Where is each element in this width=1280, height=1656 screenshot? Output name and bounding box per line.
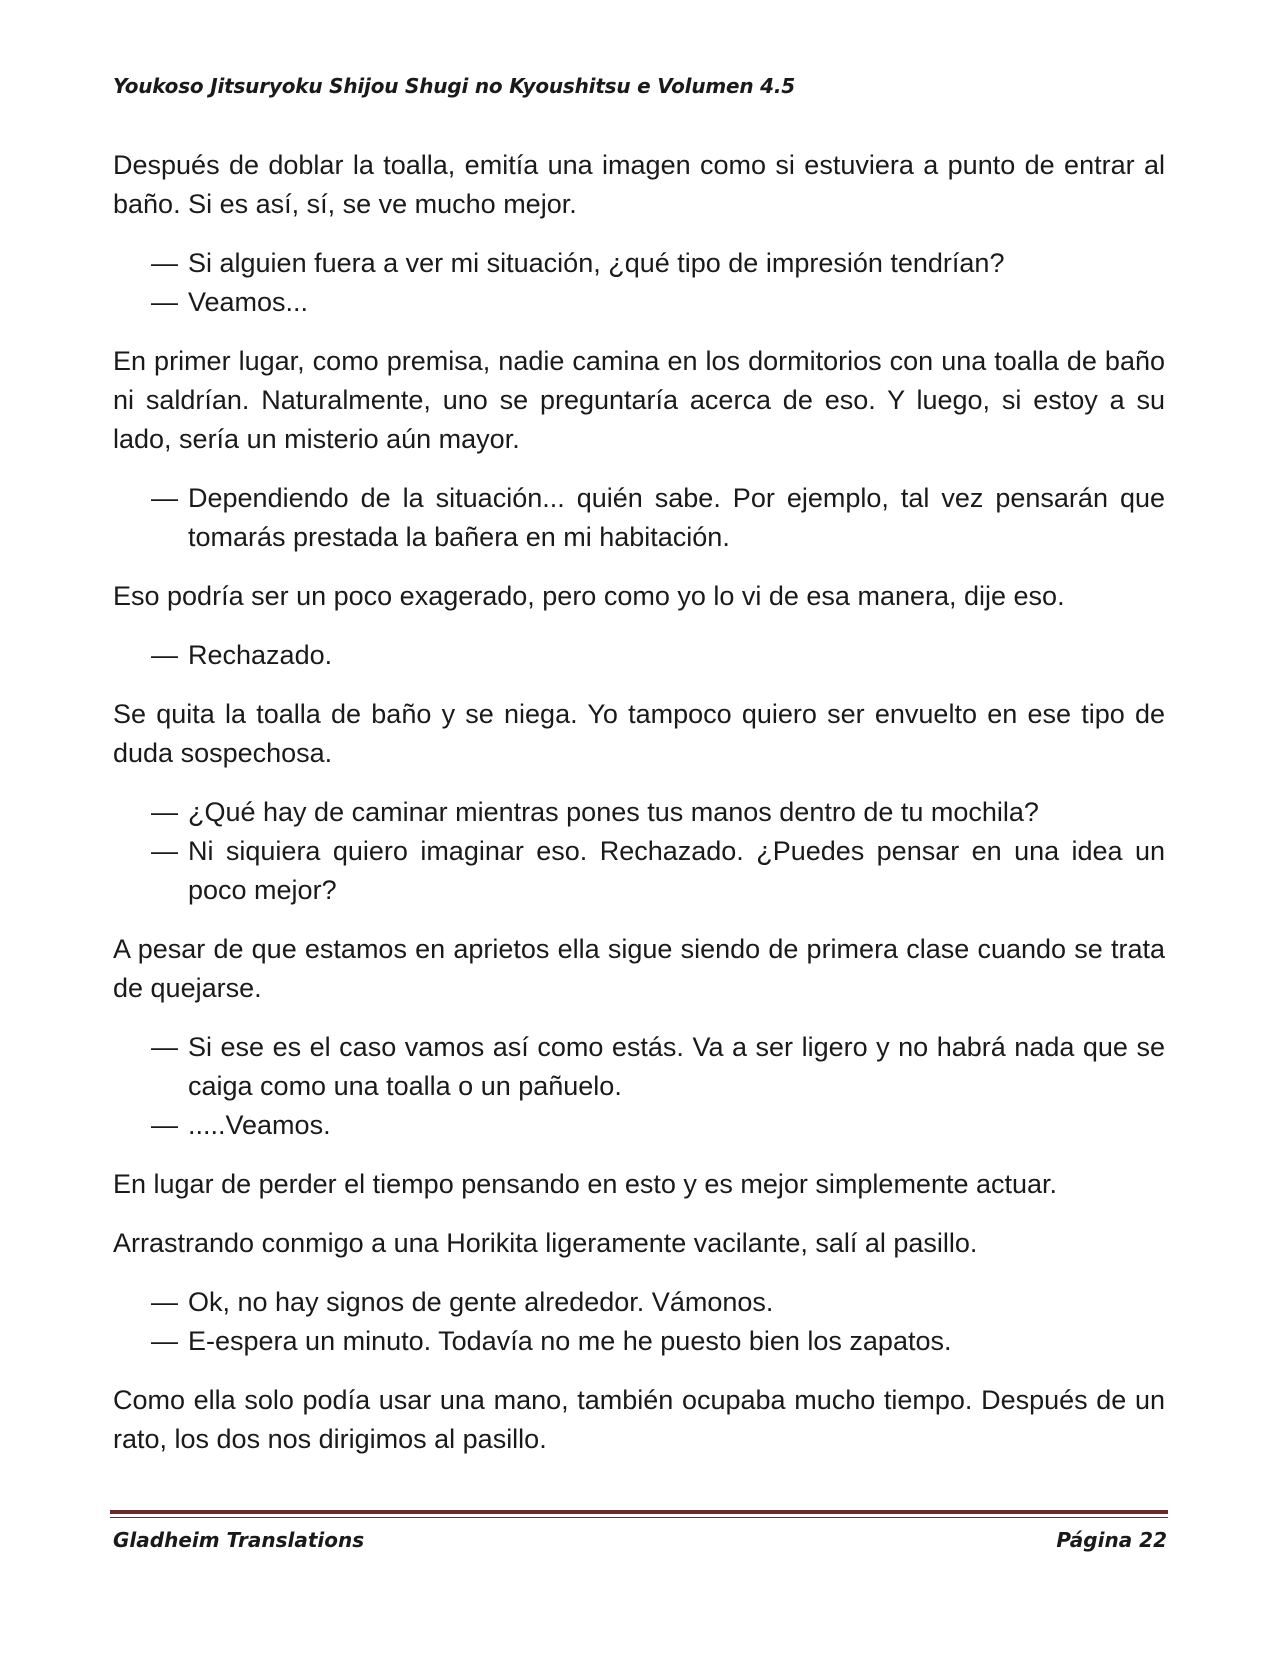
paragraph: Después de doblar la toalla, emitía una imagen como si estuviera a punto de entrar al baño. Si es así, sí, se ve mucho mejor. (113, 150, 1165, 219)
dialog-text: E-espera un minuto. Todavía no me he puesto bien los zapatos. (188, 1326, 952, 1356)
dialog-group (113, 636, 1165, 675)
dialog-line (113, 479, 1165, 557)
dialog-group (113, 244, 1165, 322)
dialog-line (113, 1028, 1165, 1106)
dialog-dash: — (151, 1110, 178, 1140)
page-body (113, 146, 1165, 1479)
paragraph: A pesar de que estamos en aprietos ella sigue siendo de primera clase cuando se trata de quejarse. (113, 934, 1165, 1003)
dialog-line (113, 1283, 1165, 1322)
dialog-dash: — (151, 1326, 178, 1356)
dialog-dash: — (151, 483, 178, 513)
paragraph: Como ella solo podía usar una mano, también ocupaba mucho tiempo. Después de un rato, los dos nos dirigimos al pasillo. (113, 1385, 1165, 1454)
dialog-line (113, 832, 1165, 910)
dialog-dash: — (151, 640, 178, 670)
dialog-dash: — (151, 797, 178, 827)
footer-page-number: Página 22 (1056, 1528, 1167, 1552)
dialog-group (113, 1028, 1165, 1145)
footer-translator: Gladheim Translations (113, 1528, 365, 1552)
paragraph: Arrastrando conmigo a una Horikita ligeramente vacilante, salí al pasillo. (113, 1228, 978, 1258)
paragraph: En primer lugar, como premisa, nadie camina en los dormitorios con una toalla de baño ni saldrían. Naturalmente, uno se preguntaría acerca de eso. Y luego, si estoy a su lado, sería un misterio aún mayor. (113, 346, 1165, 454)
dialog-line (113, 1106, 1165, 1145)
dialog-line (113, 283, 1165, 322)
dialog-dash: — (151, 1032, 178, 1062)
paragraph: Se quita la toalla de baño y se niega. Yo tampoco quiero ser envuelto en ese tipo de duda sospechosa. (113, 699, 1165, 768)
dialog-line (113, 244, 1165, 283)
running-header-title: Youkoso Jitsuryoku Shijou Shugi no Kyoushitsu e Volumen 4.5 (113, 74, 795, 98)
dialog-text: Veamos... (188, 287, 309, 317)
dialog-line (113, 1322, 1165, 1361)
dialog-text: Si ese es el caso vamos así como estás. Va a ser ligero y no habrá nada que se caiga como una toalla o un pañuelo. (188, 1032, 1165, 1101)
dialog-line (113, 793, 1165, 832)
dialog-group (113, 479, 1165, 557)
dialog-text: ¿Qué hay de caminar mientras pones tus manos dentro de tu mochila? (188, 797, 1039, 827)
dialog-dash: — (151, 836, 178, 866)
dialog-text: Ok, no hay signos de gente alrededor. Vámonos. (188, 1287, 774, 1317)
dialog-line (113, 636, 1165, 675)
dialog-group (113, 793, 1165, 910)
dialog-text: Si alguien fuera a ver mi situación, ¿qué tipo de impresión tendrían? (188, 248, 1005, 278)
paragraph: En lugar de perder el tiempo pensando en esto y es mejor simplemente actuar. (113, 1169, 1058, 1199)
dialog-dash: — (151, 287, 178, 317)
dialog-dash: — (151, 1287, 178, 1317)
dialog-text: Ni siquiera quiero imaginar eso. Rechazado. ¿Puedes pensar en una idea un poco mejor? (188, 836, 1165, 905)
dialog-text: Dependiendo de la situación... quién sabe. Por ejemplo, tal vez pensarán que tomarás prestada la bañera en mi habitación. (188, 483, 1165, 552)
dialog-dash: — (151, 248, 178, 278)
footer-divider-thin (110, 1517, 1168, 1518)
dialog-group (113, 1283, 1165, 1361)
footer-divider (110, 1510, 1168, 1514)
dialog-text: .....Veamos. (188, 1110, 331, 1140)
paragraph: Eso podría ser un poco exagerado, pero como yo lo vi de esa manera, dije eso. (113, 581, 1065, 611)
dialog-text: Rechazado. (188, 640, 333, 670)
